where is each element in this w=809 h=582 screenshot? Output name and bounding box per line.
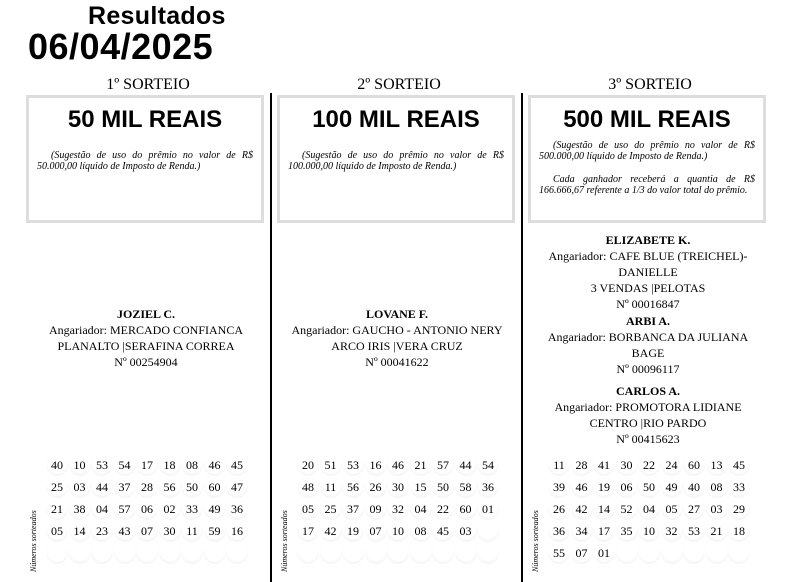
number-ball bbox=[477, 520, 499, 542]
number-ball: 05 bbox=[297, 498, 319, 520]
number-ball: 30 bbox=[159, 520, 181, 542]
number-ball: 10 bbox=[638, 520, 660, 542]
number-ball: 13 bbox=[706, 454, 728, 476]
number-ball: 05 bbox=[661, 498, 683, 520]
number-ball: 14 bbox=[69, 520, 91, 542]
number-ball: 03 bbox=[455, 520, 477, 542]
number-ball: 39 bbox=[548, 476, 570, 498]
number-ball: 50 bbox=[638, 476, 660, 498]
number-ball: 26 bbox=[548, 498, 570, 520]
column-divider bbox=[521, 93, 523, 582]
number-ball: 56 bbox=[342, 476, 364, 498]
number-ball: 19 bbox=[593, 476, 615, 498]
prize-box bbox=[26, 95, 264, 223]
number-ball bbox=[159, 542, 181, 564]
prize-note: (Sugestão de uso do prêmio no valor de R$ 50.000,00 líquido de Imposto de Renda.) bbox=[37, 150, 253, 172]
number-ball: 24 bbox=[661, 454, 683, 476]
number-ball: 28 bbox=[571, 454, 593, 476]
number-ball: 54 bbox=[477, 454, 499, 476]
number-ball bbox=[69, 542, 91, 564]
number-ball bbox=[226, 542, 248, 564]
number-ball: 17 bbox=[297, 520, 319, 542]
number-ball: 43 bbox=[114, 520, 136, 542]
winner-line: Nº 00016847 bbox=[616, 297, 680, 311]
number-ball: 19 bbox=[342, 520, 364, 542]
number-ball: 14 bbox=[593, 498, 615, 520]
winner-name: JOZIEL C. bbox=[116, 307, 176, 321]
winner-line: Nº 00041622 bbox=[365, 355, 429, 369]
number-ball: 60 bbox=[683, 454, 705, 476]
winner-line: Angariador: PROMOTORA LIDIANE bbox=[554, 400, 742, 414]
number-ball: 46 bbox=[571, 476, 593, 498]
number-ball: 11 bbox=[320, 476, 342, 498]
number-ball: 04 bbox=[638, 498, 660, 520]
number-ball bbox=[387, 542, 409, 564]
number-ball: 07 bbox=[136, 520, 158, 542]
number-ball: 45 bbox=[226, 454, 248, 476]
number-ball: 30 bbox=[387, 476, 409, 498]
winner-block bbox=[26, 306, 266, 370]
number-ball: 11 bbox=[548, 454, 570, 476]
number-ball: 46 bbox=[204, 454, 226, 476]
number-ball: 32 bbox=[387, 498, 409, 520]
number-ball: 35 bbox=[616, 520, 638, 542]
number-ball: 21 bbox=[46, 498, 68, 520]
number-ball: 41 bbox=[593, 454, 615, 476]
number-ball bbox=[365, 542, 387, 564]
numbers-label: Números sorteados bbox=[531, 510, 540, 572]
number-ball: 06 bbox=[136, 498, 158, 520]
winner-line: Angariador: MERCADO CONFIANCA bbox=[49, 323, 243, 337]
numbers-label: Números sorteados bbox=[29, 510, 38, 572]
number-ball: 44 bbox=[455, 454, 477, 476]
number-ball: 28 bbox=[136, 476, 158, 498]
number-ball: 59 bbox=[204, 520, 226, 542]
number-ball bbox=[706, 542, 728, 564]
number-ball: 49 bbox=[204, 498, 226, 520]
number-ball: 54 bbox=[114, 454, 136, 476]
number-ball bbox=[616, 542, 638, 564]
prize-share-note: Cada ganhador receberá a quantia de R$ 166.666,67 referente a 1/3 do valor total do prêmio. bbox=[539, 174, 755, 196]
number-ball: 36 bbox=[226, 498, 248, 520]
number-ball: 57 bbox=[114, 498, 136, 520]
number-ball: 18 bbox=[159, 454, 181, 476]
number-ball: 45 bbox=[728, 454, 750, 476]
number-ball: 17 bbox=[136, 454, 158, 476]
number-ball: 33 bbox=[181, 498, 203, 520]
winner-line: PLANALTO |SERAFINA CORREA bbox=[57, 339, 235, 353]
number-ball: 53 bbox=[683, 520, 705, 542]
winner-block bbox=[528, 383, 768, 447]
number-ball bbox=[432, 542, 454, 564]
number-ball: 53 bbox=[91, 454, 113, 476]
draw-label: 2º SORTEIO bbox=[357, 76, 441, 93]
number-ball: 56 bbox=[159, 476, 181, 498]
number-ball: 36 bbox=[477, 476, 499, 498]
winner-name: CARLOS A. bbox=[615, 384, 680, 398]
winner-line: DANIELLE bbox=[618, 265, 678, 279]
number-ball bbox=[91, 542, 113, 564]
number-ball: 23 bbox=[91, 520, 113, 542]
number-ball bbox=[114, 542, 136, 564]
prize-box bbox=[528, 95, 766, 223]
number-ball bbox=[477, 542, 499, 564]
number-ball: 25 bbox=[46, 476, 68, 498]
winner-line: Angariador: CAFE BLUE (TREICHEL)- bbox=[548, 249, 748, 263]
prize-amount: 100 MIL REAIS bbox=[312, 106, 480, 133]
number-ball: 49 bbox=[661, 476, 683, 498]
number-ball: 40 bbox=[683, 476, 705, 498]
number-ball bbox=[638, 542, 660, 564]
winner-line: Angariador: BORBANCA DA JULIANA bbox=[547, 330, 749, 344]
number-ball bbox=[136, 542, 158, 564]
number-ball: 18 bbox=[728, 520, 750, 542]
number-ball: 48 bbox=[297, 476, 319, 498]
number-ball bbox=[728, 542, 750, 564]
winner-line: Nº 00254904 bbox=[114, 355, 178, 369]
number-ball: 25 bbox=[320, 498, 342, 520]
number-ball: 30 bbox=[616, 454, 638, 476]
number-ball: 16 bbox=[365, 454, 387, 476]
number-ball: 08 bbox=[706, 476, 728, 498]
winner-line: ARCO IRIS |VERA CRUZ bbox=[331, 339, 463, 353]
winner-name: LOVANE F. bbox=[365, 307, 429, 321]
number-ball: 17 bbox=[593, 520, 615, 542]
number-ball: 51 bbox=[320, 454, 342, 476]
number-ball: 08 bbox=[410, 520, 432, 542]
number-ball: 06 bbox=[616, 476, 638, 498]
number-ball bbox=[342, 542, 364, 564]
number-ball: 07 bbox=[571, 542, 593, 564]
number-ball: 01 bbox=[477, 498, 499, 520]
number-ball: 02 bbox=[159, 498, 181, 520]
number-ball: 26 bbox=[365, 476, 387, 498]
number-ball bbox=[455, 542, 477, 564]
number-ball: 42 bbox=[320, 520, 342, 542]
winner-block bbox=[528, 232, 768, 312]
results-title: Resultados bbox=[88, 2, 226, 30]
number-ball bbox=[297, 542, 319, 564]
draw-label: 3º SORTEIO bbox=[608, 76, 692, 93]
number-ball: 04 bbox=[410, 498, 432, 520]
winner-line: Nº 00096117 bbox=[616, 362, 680, 376]
number-ball bbox=[683, 542, 705, 564]
number-ball: 50 bbox=[432, 476, 454, 498]
number-ball bbox=[410, 542, 432, 564]
number-ball: 32 bbox=[661, 520, 683, 542]
number-ball: 07 bbox=[365, 520, 387, 542]
number-ball bbox=[320, 542, 342, 564]
winner-line: Angariador: GAUCHO - ANTONIO NERY bbox=[291, 323, 503, 337]
number-ball: 57 bbox=[432, 454, 454, 476]
number-ball: 16 bbox=[226, 520, 248, 542]
number-ball: 37 bbox=[114, 476, 136, 498]
number-ball: 60 bbox=[455, 498, 477, 520]
number-ball: 10 bbox=[69, 454, 91, 476]
winner-name: ELIZABETE K. bbox=[605, 233, 691, 247]
number-ball: 47 bbox=[226, 476, 248, 498]
winner-line: Nº 00415623 bbox=[616, 432, 680, 446]
results-date: 06/04/2025 bbox=[28, 26, 214, 67]
number-ball: 55 bbox=[548, 542, 570, 564]
winner-line: CENTRO |RIO PARDO bbox=[589, 416, 707, 430]
number-ball: 42 bbox=[571, 498, 593, 520]
winner-name: ARBI A. bbox=[625, 314, 670, 328]
draw-2 bbox=[277, 74, 521, 582]
number-ball: 27 bbox=[683, 498, 705, 520]
number-ball: 05 bbox=[46, 520, 68, 542]
number-ball: 37 bbox=[342, 498, 364, 520]
number-ball bbox=[46, 542, 68, 564]
prize-amount: 500 MIL REAIS bbox=[563, 106, 731, 133]
number-ball bbox=[204, 542, 226, 564]
winner-block bbox=[528, 313, 768, 377]
number-ball: 50 bbox=[181, 476, 203, 498]
number-ball: 52 bbox=[616, 498, 638, 520]
draw-1 bbox=[26, 74, 270, 582]
draw-label: 1º SORTEIO bbox=[106, 76, 190, 93]
number-ball: 15 bbox=[410, 476, 432, 498]
number-ball: 10 bbox=[387, 520, 409, 542]
number-ball: 60 bbox=[204, 476, 226, 498]
number-ball: 58 bbox=[455, 476, 477, 498]
number-ball: 09 bbox=[365, 498, 387, 520]
winner-line: BAGE bbox=[631, 346, 665, 360]
number-ball: 21 bbox=[706, 520, 728, 542]
numbers-label: Números sorteados bbox=[280, 510, 289, 572]
prize-note: (Sugestão de uso do prêmio no valor de R$ 500.000,00 líquido de Imposto de Renda.) bbox=[539, 140, 755, 162]
prize-note: (Sugestão de uso do prêmio no valor de R$ 100.000,00 líquido de Imposto de Renda.) bbox=[288, 150, 504, 172]
number-ball: 03 bbox=[69, 476, 91, 498]
number-ball: 45 bbox=[432, 520, 454, 542]
number-ball: 38 bbox=[69, 498, 91, 520]
number-ball: 01 bbox=[593, 542, 615, 564]
winner-line: 3 VENDAS |PELOTAS bbox=[590, 281, 706, 295]
number-ball: 44 bbox=[91, 476, 113, 498]
number-ball: 04 bbox=[91, 498, 113, 520]
number-ball: 34 bbox=[571, 520, 593, 542]
number-ball: 22 bbox=[432, 498, 454, 520]
prize-amount: 50 MIL REAIS bbox=[67, 106, 223, 133]
column-divider bbox=[270, 93, 272, 582]
number-ball bbox=[661, 542, 683, 564]
number-ball: 29 bbox=[728, 498, 750, 520]
number-ball: 21 bbox=[410, 454, 432, 476]
winner-block bbox=[277, 306, 517, 370]
number-ball: 11 bbox=[181, 520, 203, 542]
number-ball: 22 bbox=[638, 454, 660, 476]
number-ball: 36 bbox=[548, 520, 570, 542]
number-ball: 40 bbox=[46, 454, 68, 476]
draw-3 bbox=[528, 74, 772, 582]
number-ball: 03 bbox=[706, 498, 728, 520]
prize-box bbox=[277, 95, 515, 223]
number-ball: 20 bbox=[297, 454, 319, 476]
number-ball: 46 bbox=[387, 454, 409, 476]
number-ball: 08 bbox=[181, 454, 203, 476]
number-ball: 33 bbox=[728, 476, 750, 498]
number-ball bbox=[181, 542, 203, 564]
number-ball: 53 bbox=[342, 454, 364, 476]
